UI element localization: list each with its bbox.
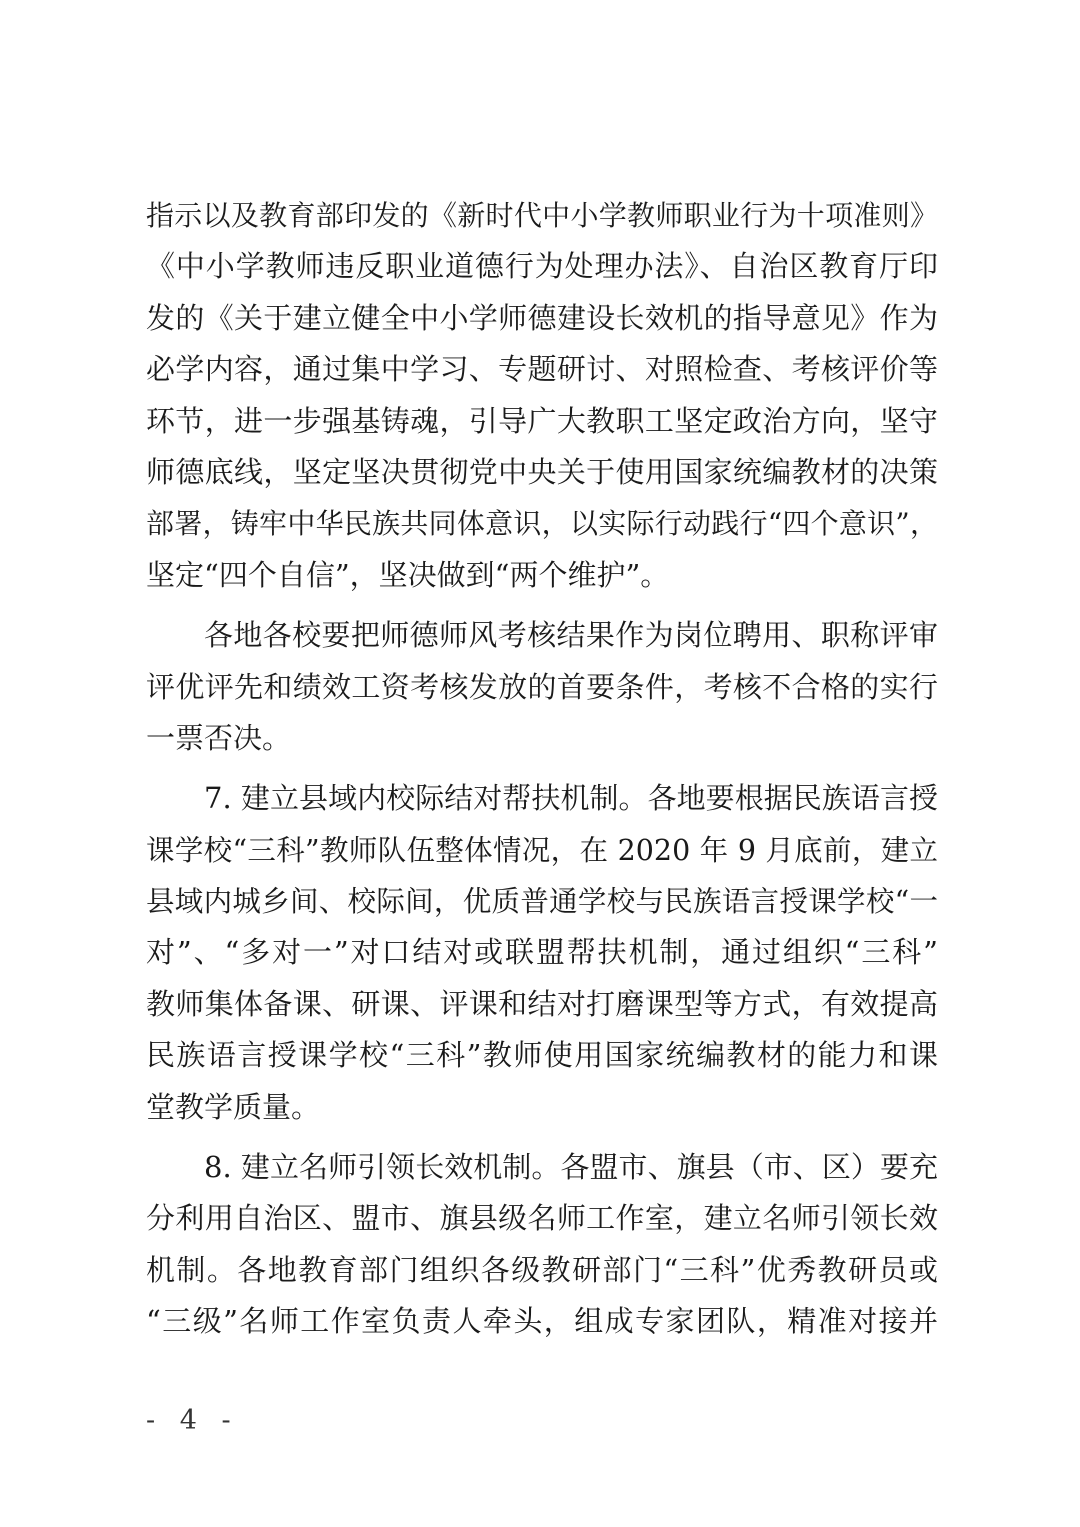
text-line: 部署，铸牢中华民族共同体意识，以实际行动践行“四个意识”， [146,507,938,541]
paragraph-4 [146,1142,938,1348]
text-line: “三级”名师工作室负责人牵头，组成专家团队，精准对接并 [146,1304,938,1339]
text-line: 坚定“四个自信”，坚决做到“两个维护”。 [146,557,670,592]
text-line: 课学校“三科”教师队伍整体情况，在 2020 年 9 月底前，建立 [146,833,938,867]
text-line: 各地各校要把师德师风考核结果作为岗位聘用、职称评审 [204,618,938,653]
text-line: 教师集体备课、研课、评课和结对打磨课型等方式，有效提高 [146,986,938,1021]
text-line: 分利用自治区、盟市、旗县级名师工作室，建立名师引领长效 [146,1201,938,1236]
text-line: 对”、“多对一”对口结对或联盟帮扶机制，通过组织“三科” [146,935,938,970]
text-line: 民族语言授课学校“三科”教师使用国家统编教材的能力和课 [146,1038,938,1073]
text-line: 机制。各地教育部门组织各级教研部门“三科”优秀教研员或 [146,1252,938,1287]
text-line: 评优评先和绩效工资考核发放的首要条件，考核不合格的实行 [146,669,938,704]
page-number: - 4 - [146,1405,239,1436]
section-heading-line: 7. 建立县域内校际结对帮扶机制。各地要根据民族语言授 [204,781,938,816]
text-line: 堂教学质量。 [146,1089,321,1124]
text-line: 师德底线，坚定坚决贯彻党中央关于使用国家统编教材的决策 [146,454,938,489]
text-line: 《中小学教师违反职业道德行为处理办法》、自治区教育厅印 [146,249,938,284]
text-line: 必学内容，通过集中学习、专题研讨、对照检查、考核评价等 [146,352,938,387]
text-line: 指示以及教育部印发的《新时代中小学教师职业行为十项准则》 [146,199,938,232]
text-line: 环节，进一步强基铸魂，引导广大教职工坚定政治方向，坚守 [146,403,938,438]
text-line: 发的《关于建立健全中小学师德建设长效机的指导意见》作为 [146,300,938,335]
paragraph-2 [146,610,938,764]
text-line: 一票否决。 [146,720,292,755]
document-body [146,190,938,1348]
section-heading-line: 8. 建立名师引领长效机制。各盟市、旗县（市、区）要充 [204,1150,938,1185]
paragraph-1 [146,190,938,601]
text-line: 县域内城乡间、校际间，优质普通学校与民族语言授课学校“一 [146,885,938,919]
paragraph-3 [146,773,938,1133]
